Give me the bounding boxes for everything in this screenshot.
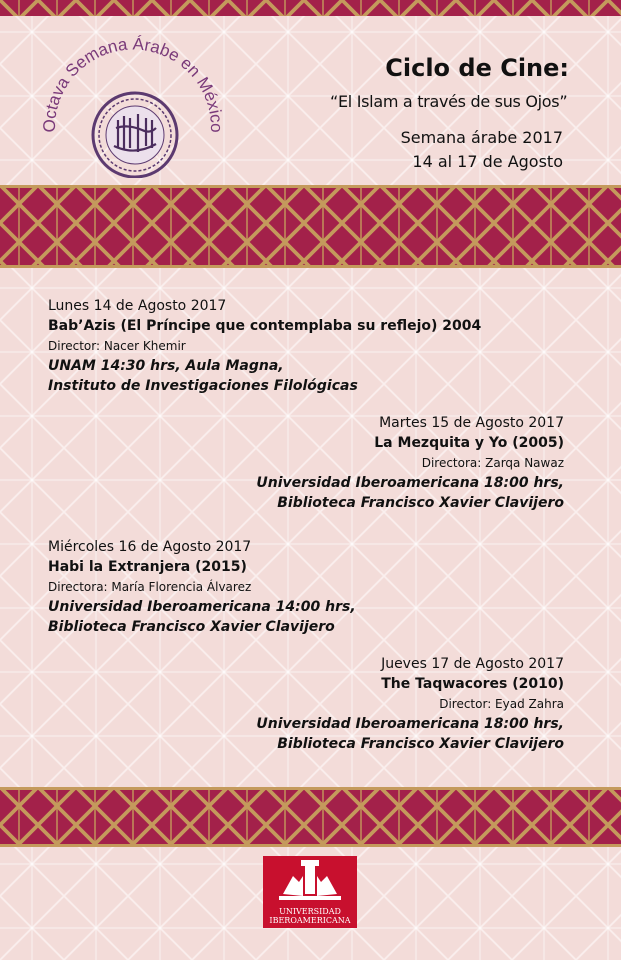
event-venue: Universidad Iberoamericana 18:00 hrs, <box>256 716 564 732</box>
event-week <box>401 126 563 174</box>
subtitle: “El Islam a través de sus Ojos” <box>330 92 568 111</box>
university-logo <box>263 856 357 928</box>
event-venue: Biblioteca Francisco Xavier Clavijero <box>48 619 335 635</box>
film-director: Director: Eyad Zahra <box>439 697 564 711</box>
event-date: Miércoles 16 de Agosto 2017 <box>48 539 252 555</box>
logo-line2: IBEROAMERICANA <box>269 916 351 925</box>
event-venue: UNAM 14:30 hrs, Aula Magna, <box>48 358 284 374</box>
week-dates: 14 al 17 de Agosto <box>412 152 563 171</box>
event-date: Lunes 14 de Agosto 2017 <box>48 298 227 314</box>
event-entry <box>256 413 564 513</box>
event-date: Martes 15 de Agosto 2017 <box>379 415 564 431</box>
event-date: Jueves 17 de Agosto 2017 <box>381 656 564 672</box>
logo-line1: UNIVERSIDAD <box>279 907 341 916</box>
event-venue: Biblioteca Francisco Xavier Clavijero <box>277 495 564 511</box>
seal-logo <box>38 28 228 178</box>
bottom-ornament-band <box>0 787 621 847</box>
university-crest-icon <box>263 856 357 908</box>
event-entry <box>48 537 356 637</box>
event-venue: Biblioteca Francisco Xavier Clavijero <box>277 736 564 752</box>
event-entry <box>48 296 481 396</box>
event-venue: Instituto de Investigaciones Filológicas <box>48 378 358 394</box>
film-director: Director: Nacer Khemir <box>48 339 186 353</box>
event-venue: Universidad Iberoamericana 18:00 hrs, <box>256 475 564 491</box>
film-title: La Mezquita y Yo (2005) <box>374 435 564 451</box>
event-venue: Universidad Iberoamericana 14:00 hrs, <box>48 599 356 615</box>
film-director: Directora: Zarqa Nawaz <box>421 456 564 470</box>
band-edge <box>0 185 621 188</box>
week-name: Semana árabe 2017 <box>400 128 563 147</box>
band-edge <box>0 844 621 847</box>
top-ornament-band <box>0 0 621 16</box>
middle-ornament-band <box>0 185 621 268</box>
band-edge <box>0 787 621 790</box>
film-title: Habi la Extranjera (2015) <box>48 559 247 575</box>
band-edge <box>0 265 621 268</box>
seal-core <box>106 106 164 164</box>
page-title: Ciclo de Cine: <box>385 54 569 82</box>
film-title: The Taqwacores (2010) <box>381 676 564 692</box>
seal-ring-text: Octava Semana Árabe en México <box>39 34 227 133</box>
event-entry <box>256 654 564 754</box>
film-title: Bab’Azis (El Príncipe que contemplaba su reflejo) 2004 <box>48 318 482 334</box>
film-director: Directora: María Florencia Álvarez <box>48 580 252 594</box>
